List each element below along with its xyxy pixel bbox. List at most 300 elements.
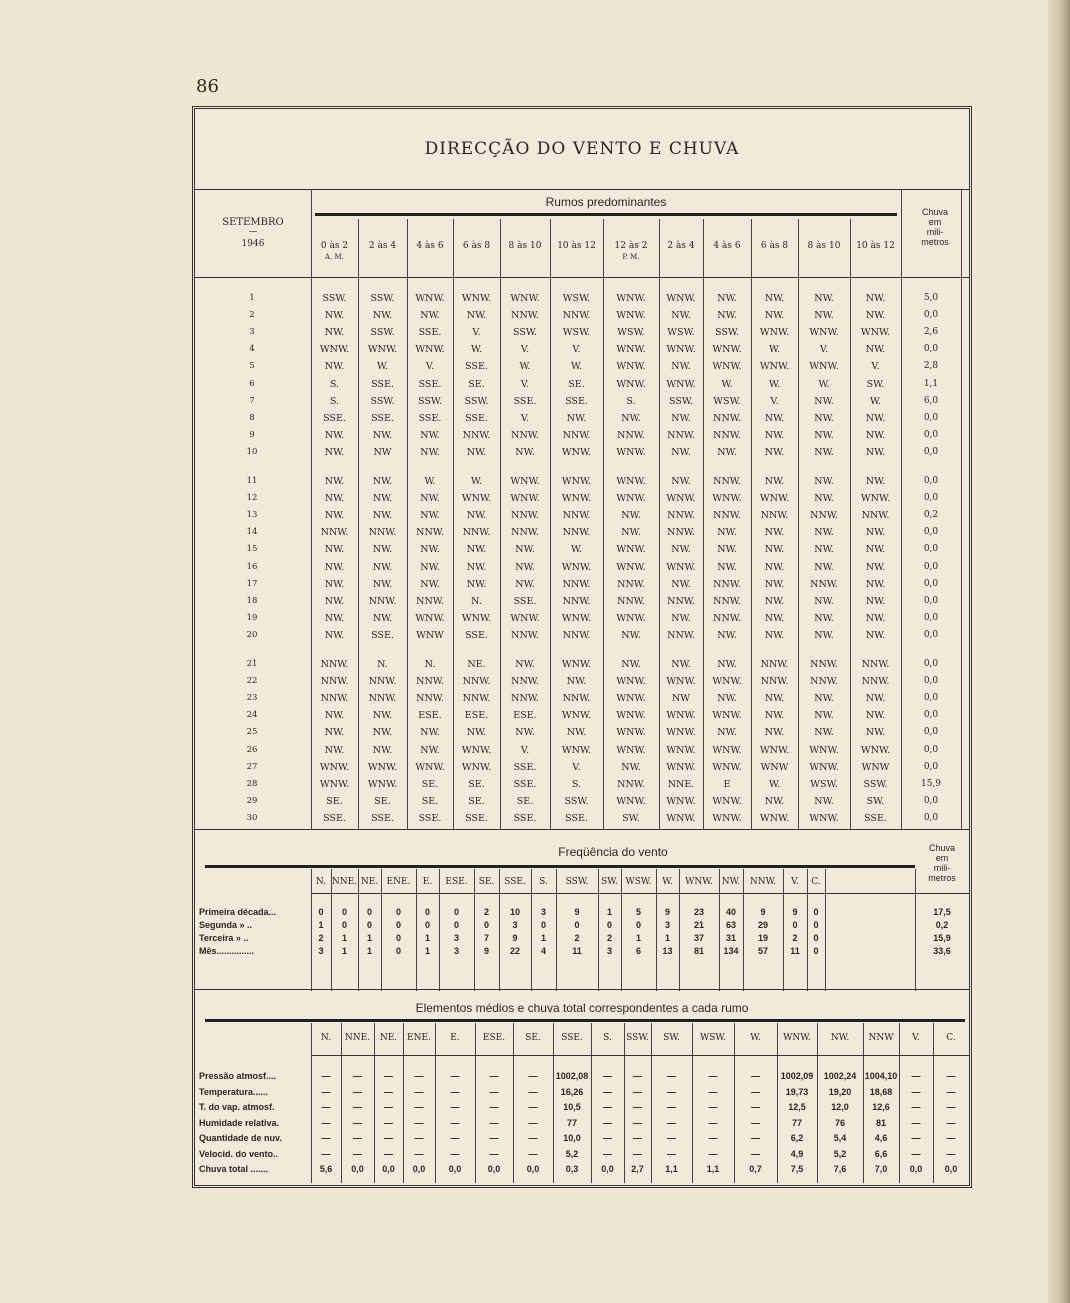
wind-direction-cell: NNW. [617, 595, 645, 607]
wind-direction-cell: SSW. [370, 293, 395, 304]
wind-direction-cell: NW. [764, 595, 785, 607]
day-number: 30 [246, 812, 258, 823]
frequency-cell: 9 [574, 907, 580, 917]
elements-cell: — [667, 1102, 676, 1112]
frequency-cell: 22 [509, 946, 520, 956]
elements-title: Elementos médios e chuva total correspondentes a cada rumo [415, 1001, 749, 1015]
elements-cell: — [751, 1148, 760, 1159]
elements-cell: — [450, 1133, 460, 1143]
direction-header: W. [662, 877, 673, 887]
elements-cell: — [450, 1071, 460, 1081]
day-number: 2 [249, 310, 255, 321]
daily-rain-cell: 0,0 [923, 412, 939, 423]
wind-direction-cell: NW. [324, 476, 345, 487]
frequency-cell: 31 [725, 933, 736, 943]
wind-direction-cell: NNW. [810, 659, 838, 670]
elements-row-label: Humidade relativa. [199, 1117, 280, 1128]
elements-cell: — [911, 1071, 921, 1081]
wind-direction-cell: WNW. [616, 710, 646, 722]
wind-direction-cell: NW. [466, 578, 487, 590]
wind-direction-cell: NW. [671, 612, 691, 624]
elements-cell: 1,1 [706, 1164, 720, 1174]
day-number: 4 [249, 344, 255, 355]
wind-direction-cell: WNW. [461, 493, 492, 505]
wind-direction-cell: SE. [421, 778, 439, 790]
daily-rain-cell: 1,1 [923, 378, 939, 389]
frequency-rain-cell: 33,6 [933, 946, 951, 956]
wind-direction-cell: WNW. [759, 744, 790, 756]
wind-direction-cell: W. [376, 361, 389, 373]
wind-direction-cell: NW. [466, 544, 487, 556]
wind-direction-cell: SSE. [513, 595, 537, 607]
frequency-cell: 0 [366, 907, 372, 917]
frequency-cell: 0 [792, 920, 798, 930]
wind-direction-cell: NNW. [416, 693, 444, 705]
wind-direction-cell: NW. [671, 361, 691, 373]
elements-row-label: Chuva total ....... [199, 1164, 269, 1174]
elements-cell: 12,6 [872, 1102, 890, 1112]
direction-header: ENE. [386, 877, 411, 887]
elements-cell: — [708, 1071, 718, 1081]
elements-cell: — [751, 1102, 760, 1112]
wind-direction-cell: NW. [420, 429, 440, 441]
wind-direction-cell: NW. [865, 293, 886, 304]
wind-direction-cell: NNW. [713, 429, 741, 441]
elements-cell: — [946, 1133, 956, 1143]
elements-row-label: T. do vap. atmosf. [199, 1102, 275, 1112]
day-number: 1 [249, 293, 255, 303]
frequency-cell: 0 [813, 933, 819, 943]
daily-rain-cell: 0,0 [923, 727, 939, 738]
wind-direction-cell: S. [329, 395, 340, 407]
wind-direction-cell: NNW. [562, 578, 591, 590]
daily-rain-cell: 0,0 [923, 493, 939, 504]
wind-direction-cell: NNW. [511, 527, 539, 539]
daily-rain-cell: 0,0 [923, 659, 939, 669]
frequency-cell: 5 [635, 907, 641, 917]
frequency-cell: 0 [318, 907, 324, 917]
frequency-cell: 1 [424, 946, 430, 956]
wind-direction-cell: NW. [621, 510, 641, 522]
wind-direction-cell: NW. [324, 327, 345, 339]
wind-direction-cell: SSW. [564, 795, 589, 807]
wind-direction-cell: WNW. [860, 744, 891, 756]
frequency-cell: 3 [664, 920, 670, 930]
wind-direction-cell: NW. [764, 693, 785, 705]
wind-direction-cell: NW. [420, 561, 440, 573]
wind-direction-cell: NNW. [562, 527, 591, 539]
wind-direction-cell: SW. [866, 795, 885, 807]
frequency-cell: 11 [790, 946, 800, 956]
wind-direction-cell: SSE. [465, 361, 488, 373]
elements-cell: 1,1 [665, 1164, 678, 1174]
wind-direction-cell: NW. [324, 561, 345, 573]
frequency-cell: 0 [341, 920, 347, 930]
time-header: 2 às 4 [667, 241, 695, 251]
wind-direction-cell: NW. [717, 293, 737, 304]
wind-direction-cell: NW. [764, 727, 785, 739]
wind-direction-cell: NW. [324, 612, 345, 624]
wind-direction-cell: WNW. [712, 344, 742, 356]
frequency-cell: 2 [606, 933, 612, 943]
wind-direction-cell: NW. [814, 310, 834, 322]
frequency-row-label: Mês............... [199, 946, 255, 956]
wind-direction-cell: NNW. [511, 676, 539, 688]
wind-direction-cell: NNW. [810, 676, 838, 688]
elements-cell: 10,5 [563, 1102, 581, 1112]
wind-direction-cell: V. [572, 761, 581, 773]
elements-cell: — [414, 1071, 424, 1081]
wind-direction-cell: NW. [515, 659, 535, 670]
elements-cell: — [321, 1086, 331, 1097]
day-number: 3 [249, 327, 255, 338]
frequency-cell: 0 [395, 946, 401, 956]
time-header: 6 às 8 [760, 241, 789, 251]
wind-direction-cell: V. [819, 344, 829, 356]
direction-header: SE. [525, 1033, 541, 1043]
elements-cell: — [603, 1102, 612, 1112]
wind-direction-cell: NW. [621, 412, 641, 424]
elements-cell: — [633, 1148, 642, 1159]
direction-header: NW. [830, 1033, 850, 1043]
elements-cell: — [528, 1133, 538, 1143]
frequency-column-rule [531, 869, 532, 991]
elements-cell: 18,68 [869, 1086, 893, 1097]
frequency-cell: 4 [540, 946, 546, 956]
wind-direction-cell: SSW. [418, 395, 442, 407]
wind-direction-cell: NW. [865, 412, 886, 424]
wind-direction-cell: NNW. [713, 612, 741, 624]
wind-direction-cell: WNW [861, 761, 890, 773]
frequency-cell: 0 [635, 920, 641, 930]
elements-cell: 1004,10 [864, 1071, 898, 1081]
daily-rain-cell: 0,0 [923, 710, 939, 721]
wind-direction-cell: WNW. [809, 327, 839, 339]
pm-label: P. M. [622, 253, 640, 261]
wind-direction-cell: SSE. [371, 812, 394, 824]
rain-header-line: mili- [926, 227, 944, 237]
elements-cell: — [353, 1102, 362, 1112]
rain-header-line: Chuva [928, 843, 955, 853]
wind-direction-cell: NNW. [760, 510, 789, 522]
wind-direction-cell: WNW. [415, 344, 445, 356]
day-number: 26 [246, 744, 258, 755]
elements-cell: — [353, 1086, 362, 1097]
frequency-cell: 0 [453, 907, 459, 917]
wind-direction-cell: S. [329, 378, 340, 390]
frequency-cell: 13 [662, 946, 673, 956]
wind-direction-cell: WNW. [666, 812, 696, 824]
book-spine-shadow [1048, 0, 1070, 1303]
elements-cell: — [667, 1086, 676, 1097]
frequency-cell: 0 [540, 920, 546, 930]
wind-direction-cell: V. [520, 344, 530, 356]
wind-direction-cell: NNW. [416, 676, 444, 688]
elements-cell: — [911, 1133, 921, 1143]
wind-direction-cell: NW. [324, 578, 345, 590]
wind-direction-cell: NW. [324, 629, 345, 641]
direction-header: SSW. [565, 877, 589, 887]
wind-direction-cell: NW. [865, 561, 886, 573]
time-header: 4 às 6 [713, 241, 741, 251]
direction-header: SW. [601, 877, 618, 887]
wind-direction-cell: ESE. [464, 710, 489, 722]
frequency-column-rule [598, 869, 599, 991]
wind-direction-cell: SSE. [565, 395, 588, 407]
section1-header-bottom-rule [195, 277, 969, 278]
daily-rain-cell: 0,0 [923, 561, 939, 572]
wind-direction-cell: ESE. [418, 710, 442, 722]
wind-direction-cell: NW. [566, 412, 587, 424]
wind-direction-cell: SSE. [513, 395, 537, 407]
wind-direction-cell: SSW. [322, 293, 347, 304]
direction-header: NNW [868, 1033, 894, 1043]
elements-cell: 19,20 [828, 1086, 852, 1097]
wind-direction-cell: WSW. [562, 293, 591, 304]
wind-direction-cell: NW. [717, 629, 737, 641]
rain-header-line: Chuva [921, 207, 948, 217]
wind-direction-cell: NW. [814, 544, 834, 556]
frequency-column-rule [358, 869, 359, 991]
elements-cell: — [946, 1102, 956, 1112]
wind-direction-cell: SSW. [715, 327, 739, 339]
wind-direction-cell: NW. [865, 527, 886, 539]
elements-cell: 81 [875, 1117, 886, 1128]
wind-direction-cell: SSW. [669, 395, 693, 407]
wind-direction-cell: NNW. [861, 510, 890, 522]
day-number: 11 [246, 476, 258, 486]
frequency-cell: 2 [574, 933, 580, 943]
wind-direction-cell: SE. [568, 378, 585, 390]
wind-direction-cell: WNW. [616, 727, 646, 739]
direction-header: N. [320, 1033, 332, 1043]
wind-direction-cell: WNW. [510, 476, 540, 487]
frequency-row-label: Terceira » .. [199, 933, 249, 943]
frequency-column-rule [679, 869, 680, 991]
wind-direction-cell: NW. [814, 527, 834, 539]
wind-direction-cell: NW. [420, 744, 440, 756]
wind-direction-cell: WNW. [616, 378, 646, 390]
elements-cell: — [450, 1102, 460, 1112]
elements-cell: 1002,08 [555, 1071, 589, 1081]
frequency-cell: 9 [483, 946, 489, 956]
direction-header: WNW. [685, 877, 713, 887]
frequency-cell: 2 [318, 933, 324, 943]
wind-direction-cell: NW. [515, 544, 535, 556]
elements-cell: — [384, 1102, 393, 1112]
frequency-cell: 2 [792, 933, 798, 943]
wind-direction-cell: WNW. [666, 727, 696, 739]
daily-rain-cell: 2,8 [923, 361, 939, 372]
wind-direction-cell: NW. [717, 727, 737, 739]
day-number: 16 [246, 561, 258, 572]
elements-cell: — [528, 1102, 538, 1112]
elements-cell: — [946, 1148, 956, 1159]
wind-direction-cell: NW. [764, 710, 785, 722]
wind-direction-cell: SSW. [863, 778, 888, 790]
wind-direction-cell: W. [818, 378, 830, 390]
direction-header: ESE. [482, 1033, 506, 1043]
frequency-column-rule [381, 869, 382, 991]
rain-header-line: mili- [933, 863, 951, 873]
wind-direction-cell: WNW. [712, 710, 742, 722]
wind-direction-cell: WNW. [367, 778, 398, 790]
wind-direction-cell: NW. [764, 629, 785, 641]
frequency-column-rule [499, 869, 500, 991]
frequency-rain-cell: 0,2 [935, 920, 949, 930]
wind-direction-cell: W. [768, 378, 781, 390]
elements-cell: 1002,09 [780, 1071, 814, 1081]
wind-direction-cell: NW. [814, 446, 834, 458]
wind-direction-cell: NW. [466, 510, 487, 522]
wind-direction-cell: NNW. [713, 510, 741, 522]
wind-direction-cell: NW. [717, 561, 737, 573]
wind-direction-cell: NW. [865, 727, 886, 739]
elements-cell: 0,0 [448, 1164, 462, 1174]
wind-direction-cell: WNW. [759, 493, 790, 505]
wind-direction-cell: WNW. [759, 327, 790, 339]
daily-rain-cell: 0,0 [923, 310, 939, 321]
frequency-cell: 9 [760, 907, 766, 917]
day-number: 21 [246, 659, 258, 669]
elements-cell: — [751, 1133, 760, 1143]
wind-direction-cell: NW. [372, 544, 393, 556]
day-number: 8 [249, 412, 255, 423]
direction-header: WNW. [783, 1033, 811, 1043]
frequency-cell: 81 [693, 946, 704, 956]
wind-direction-cell: SSE. [323, 812, 346, 824]
day-number: 12 [246, 493, 258, 504]
wind-direction-cell: NW. [814, 395, 834, 407]
frequency-cell: 0 [395, 933, 401, 943]
frequency-column-rule [807, 869, 808, 991]
daily-rain-cell: 0,0 [923, 744, 939, 755]
direction-header: W. [750, 1033, 761, 1043]
wind-direction-cell: NW. [324, 595, 345, 607]
wind-direction-cell: NNW. [760, 676, 789, 688]
wind-direction-cell: SSE. [371, 629, 394, 641]
wind-direction-cell: NNW. [667, 629, 695, 641]
wind-direction-cell: W. [570, 361, 583, 373]
elements-cell: — [603, 1071, 612, 1081]
wind-direction-cell: SSE. [513, 778, 537, 790]
frequency-cell: 63 [725, 920, 736, 930]
wind-direction-cell: NW. [717, 659, 737, 670]
wind-direction-cell: NW. [372, 727, 393, 739]
wind-direction-cell: WSW. [810, 778, 838, 790]
elements-cell: 0,0 [351, 1164, 364, 1174]
day-number: 24 [246, 710, 258, 721]
frequency-cell: 21 [693, 920, 704, 930]
wind-direction-cell: NW. [671, 578, 691, 590]
elements-cell: — [911, 1148, 921, 1159]
wind-direction-cell: NW. [814, 561, 834, 573]
wind-direction-cell: V. [572, 344, 581, 356]
elements-cell: 6,2 [790, 1133, 804, 1143]
wind-direction-cell: NNW. [462, 527, 491, 539]
wind-direction-cell: NNW. [511, 629, 539, 641]
elements-cell: — [751, 1117, 760, 1128]
elements-cell: — [708, 1117, 718, 1128]
wind-direction-cell: NW. [420, 310, 440, 322]
wind-direction-cell: N. [471, 595, 482, 607]
wind-direction-cell: WNW. [319, 778, 350, 790]
elements-cell: — [911, 1086, 921, 1097]
wind-direction-cell: SE. [374, 795, 391, 807]
wind-direction-cell: WNW. [461, 293, 492, 304]
frequency-cell: 0 [395, 907, 401, 917]
wind-direction-cell: WNW. [666, 710, 696, 722]
frequency-cell: 1 [635, 933, 641, 943]
wind-direction-cell: W. [424, 476, 436, 487]
frequency-cell: 0 [813, 907, 819, 917]
elements-cell: — [528, 1086, 538, 1097]
wind-direction-cell: NW. [764, 612, 785, 624]
elements-title-rule [205, 1019, 965, 1022]
daily-rain-cell: 0,0 [923, 795, 939, 806]
wind-direction-cell: WNW. [616, 544, 646, 556]
wind-direction-cell: NW. [515, 561, 535, 573]
wind-direction-cell: WNW. [561, 659, 592, 670]
day-number: 29 [246, 795, 258, 806]
wind-direction-cell: SSE. [465, 629, 488, 641]
wind-direction-cell: WNW. [666, 561, 696, 573]
wind-direction-cell: NW. [814, 795, 834, 807]
wind-direction-cell: WNW. [666, 293, 696, 304]
wind-direction-cell: V. [770, 395, 779, 407]
wind-direction-cell: WNW. [510, 293, 540, 304]
wind-direction-cell: NNW. [511, 429, 539, 441]
time-header: 2 às 4 [368, 241, 397, 251]
wind-direction-cell: WNW. [367, 344, 398, 356]
elements-cell: 76 [834, 1117, 845, 1128]
time-header: 6 às 8 [462, 241, 491, 251]
daily-rain-cell: 0,0 [923, 812, 939, 823]
wind-direction-cell: NW. [372, 310, 393, 322]
elements-cell: 16,26 [560, 1086, 584, 1097]
elements-cell: — [667, 1148, 676, 1159]
daily-rain-cell: 15,9 [920, 778, 942, 789]
day-number: 18 [246, 595, 258, 606]
wind-direction-cell: NW. [814, 693, 834, 705]
direction-header: WSW. [700, 1033, 726, 1043]
elements-cell: — [603, 1148, 612, 1159]
frequency-cell: 0 [366, 920, 372, 930]
elements-cell: 0,0 [944, 1164, 958, 1174]
wind-direction-cell: W. [869, 395, 882, 407]
elements-cell: — [384, 1071, 393, 1081]
wind-direction-cell: NW. [865, 578, 886, 590]
wind-direction-cell: S. [571, 778, 582, 790]
elements-cell: — [667, 1133, 676, 1143]
time-header: 10 às 12 [856, 241, 895, 251]
time-header: 10 às 12 [557, 241, 596, 251]
daily-rain-cell: 0,0 [923, 595, 939, 606]
wind-direction-cell: NW. [814, 595, 834, 607]
daily-rain-cell: 0,2 [923, 510, 939, 521]
page-title: DIRECÇÃO DO VENTO E CHUVA [424, 139, 740, 159]
day-number: 17 [246, 578, 258, 589]
wind-direction-cell: SSE. [418, 412, 442, 424]
wind-direction-cell: NW. [621, 527, 641, 539]
direction-header: S. [603, 1033, 612, 1043]
frequency-cell: 29 [757, 920, 768, 930]
wind-direction-cell: NW. [814, 612, 834, 624]
rain-header-line: metros [928, 873, 956, 883]
wind-direction-cell: WNW. [319, 761, 350, 773]
wind-direction-cell: NW. [324, 493, 345, 505]
elements-cell: 77 [566, 1117, 577, 1128]
